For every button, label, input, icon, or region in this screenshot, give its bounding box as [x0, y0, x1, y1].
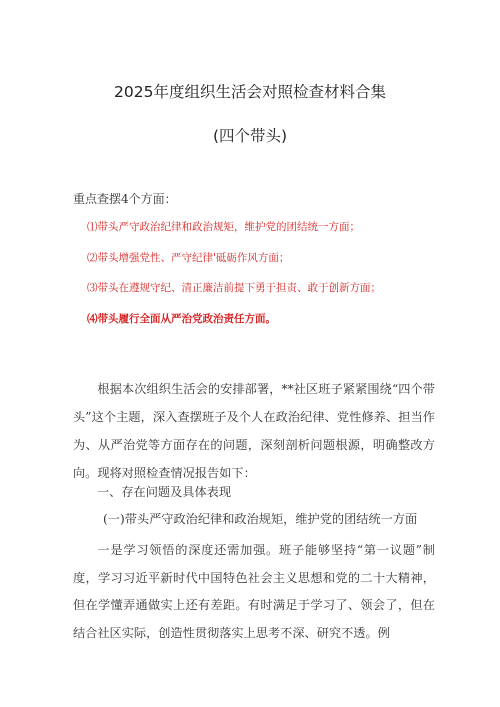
focus-point-1: ⑴带头严守政治纪律和政治规矩，维护党的团结统一方面；	[87, 221, 360, 233]
document-title: 2025年度组织生活会对照检查材料合集	[114, 83, 386, 101]
intro-paragraph: 根据本次组织生活会的安排部署，**社区班子紧紧围绕“四个带头”这个主题，深入查摆班子及个人在政治纪律、党性修养、担当作为、从严治党等方面存在的问题，深刻剖析问题根源，明确整改方向。现将对照检查情况报告如下：	[73, 382, 435, 480]
document-subtitle: (四个带头)	[212, 127, 288, 145]
focus-point-3: ⑶带头在遵规守纪、清正廉洁前提下勇于担责、敢于创新方面；	[87, 282, 381, 294]
focus-points-list	[87, 220, 381, 342]
subsection-heading: (一)带头严守政治纪律和政治规矩，维护党的团结统一方面	[103, 512, 418, 526]
focus-intro: 重点查摆4个方面：	[73, 192, 177, 206]
section-heading: 一、存在问题及具体表现	[97, 485, 232, 499]
focus-point-2: ⑵带头增强党性、严守纪律'砥砺作风方面；	[87, 251, 290, 264]
body-paragraph: 一是学习领悟的深度还需加强。班子能够坚持“第一议题”制度，学习习近平新时代中国特色社会主义思想和党的二十大精神，但在学懂弄通做实上还有差距。有时满足于学习了、领会了，但在结合社区实际，创造性贯彻落实上思考不深、研究不透。例	[73, 543, 435, 640]
focus-point-4: ⑷带头履行全面从严治党政治责任方面。	[87, 312, 276, 325]
